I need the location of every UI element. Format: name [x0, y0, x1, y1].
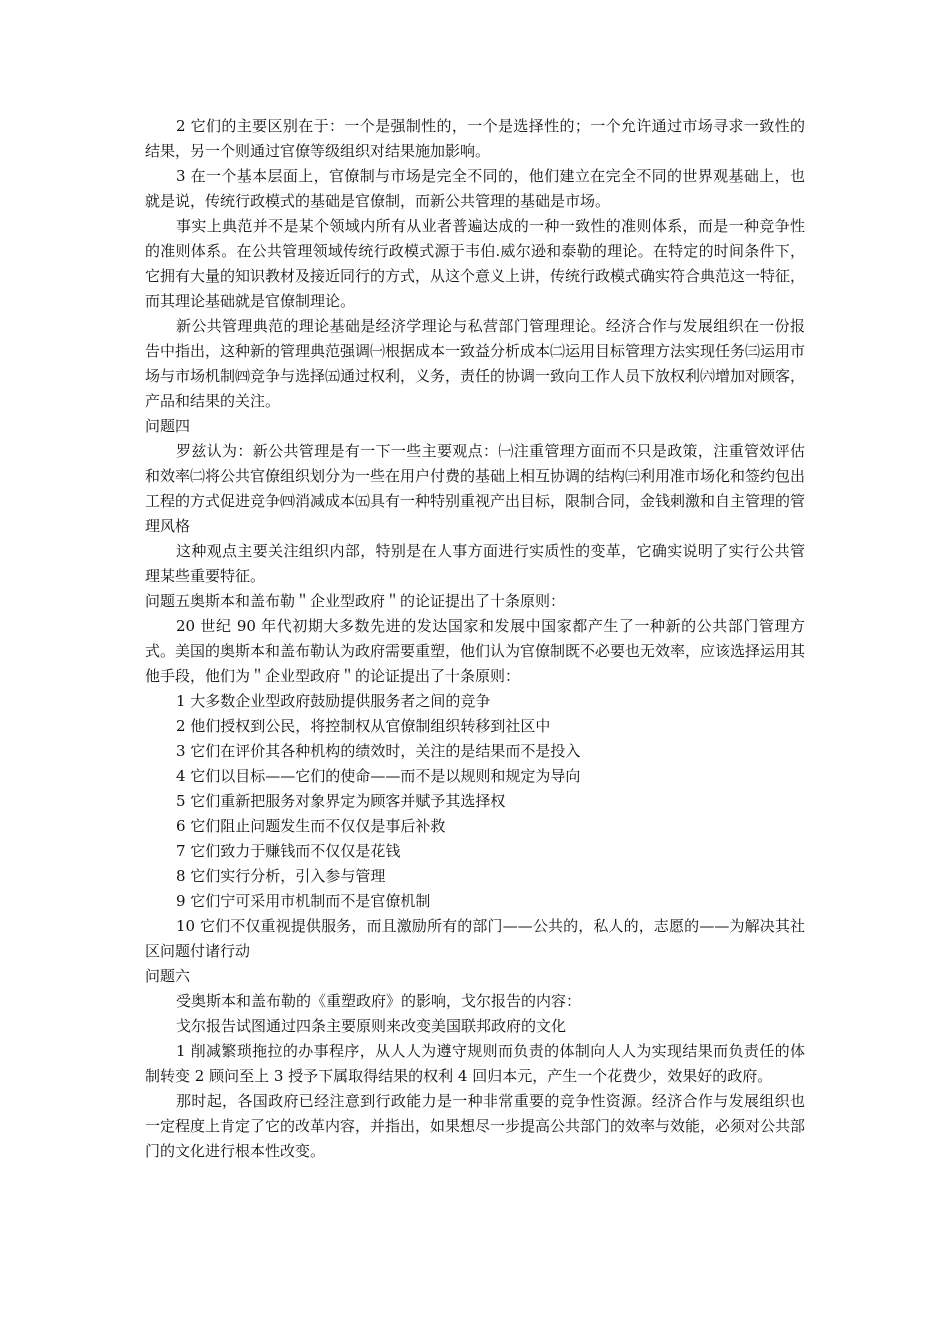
paragraph: 戈尔报告试图通过四条主要原则来改变美国联邦政府的文化	[176, 1017, 567, 1035]
list-item: 5 它们重新把服务对象界定为顾客并赋予其选择权	[176, 792, 506, 810]
list-item: 1 大多数企业型政府鼓励提供服务者之间的竞争	[176, 692, 491, 710]
document-body	[145, 114, 805, 1164]
paragraph: 1 削减繁琐拖拉的办事程序，从人人为遵守规则而负责的体制向人人为实现结果而负责任的体制转变 2 顾问至上 3 授予下属取得结果的权利 4 回归本元，产生一个花费少，效果好的政府。	[145, 1042, 805, 1085]
list-item: 3 它们在评价其各种机构的绩效时，关注的是结果而不是投入	[176, 742, 581, 760]
paragraph: 这种观点主要关注组织内部，特别是在人事方面进行实质性的变革，它确实说明了实行公共管理某些重要特征。	[145, 542, 805, 585]
list-item: 10 它们不仅重视提供服务，而且激励所有的部门——公共的，私人的，志愿的——为解决其社区问题付诸行动	[145, 917, 805, 960]
list-item: 9 它们宁可采用市机制而不是官僚机制	[176, 892, 431, 910]
paragraph: 罗兹认为：新公共管理是有一下一些主要观点：㈠注重管理方面而不只是政策，注重管效评估和效率㈡将公共官僚组织划分为一些在用户付费的基础上相互协调的结构㈢利用准市场化和签约包出工程的方式促进竞争㈣消减成本㈤具有一种特别重视产出目标，限制合同，金钱刺激和自主管理的管理风格	[145, 442, 806, 535]
paragraph: 3 在一个基本层面上，官僚制与市场是完全不同的，他们建立在完全不同的世界观基础上，也就是说，传统行政模式的基础是官僚制，而新公共管理的基础是市场。	[145, 167, 805, 210]
list-item: 8 它们实行分析，引入参与管理	[176, 867, 386, 885]
list-item: 7 它们致力于赚钱而不仅仅是花钱	[176, 842, 401, 860]
section-heading: 问题四	[145, 417, 191, 435]
section-heading: 问题六	[145, 967, 191, 985]
paragraph: 受奥斯本和盖布勒的《重塑政府》的影响，戈尔报告的内容：	[176, 992, 582, 1010]
paragraph: 事实上典范并不是某个领域内所有从业者普遍达成的一种一致性的准则体系，而是一种竞争性的准则体系。在公共管理领域传统行政模式源于韦伯.威尔逊和泰勒的理论。在特定的时间条件下，它拥有大量的知识教材及接近同行的方式，从这个意义上讲，传统行政模式确实符合典范这一特征，而其理论基础就是官僚制理论。	[145, 217, 806, 310]
paragraph: 新公共管理典范的理论基础是经济学理论与私营部门管理理论。经济合作与发展组织在一份报告中指出，这种新的管理典范强调㈠根据成本一致益分析成本㈡运用目标管理方法实现任务㈢运用市场与市场机制㈣竞争与选择㈤通过权利，义务，责任的协调一致向工作人员下放权利㈥增加对顾客，产品和结果的关注。	[145, 317, 806, 410]
paragraph: 2 它们的主要区别在于：一个是强制性的，一个是选择性的；一个允许通过市场寻求一致性的结果，另一个则通过官僚等级组织对结果施加影响。	[145, 117, 805, 160]
list-item: 4 它们以目标——它们的使命——而不是以规则和规定为导向	[176, 767, 581, 785]
list-item: 6 它们阻止问题发生而不仅仅是事后补救	[176, 817, 446, 835]
section-heading: 问题五奥斯本和盖布勒＂企业型政府＂的论证提出了十条原则：	[145, 592, 566, 610]
paragraph: 那时起，各国政府已经注意到行政能力是一种非常重要的竞争性资源。经济合作与发展组织也一定程度上肯定了它的改革内容，并指出，如果想尽一步提高公共部门的效率与效能，必须对公共部门的文化进行根本性改变。	[145, 1092, 806, 1160]
list-item: 2 他们授权到公民，将控制权从官僚制组织转移到社区中	[176, 717, 551, 735]
paragraph: 20 世纪 90 年代初期大多数先进的发达国家和发展中国家都产生了一种新的公共部门管理方式。美国的奥斯本和盖布勒认为政府需要重塑，他们认为官僚制既不必要也无效率，应该选择运用其他手段，他们为＂企业型政府＂的论证提出了十条原则：	[145, 617, 806, 685]
